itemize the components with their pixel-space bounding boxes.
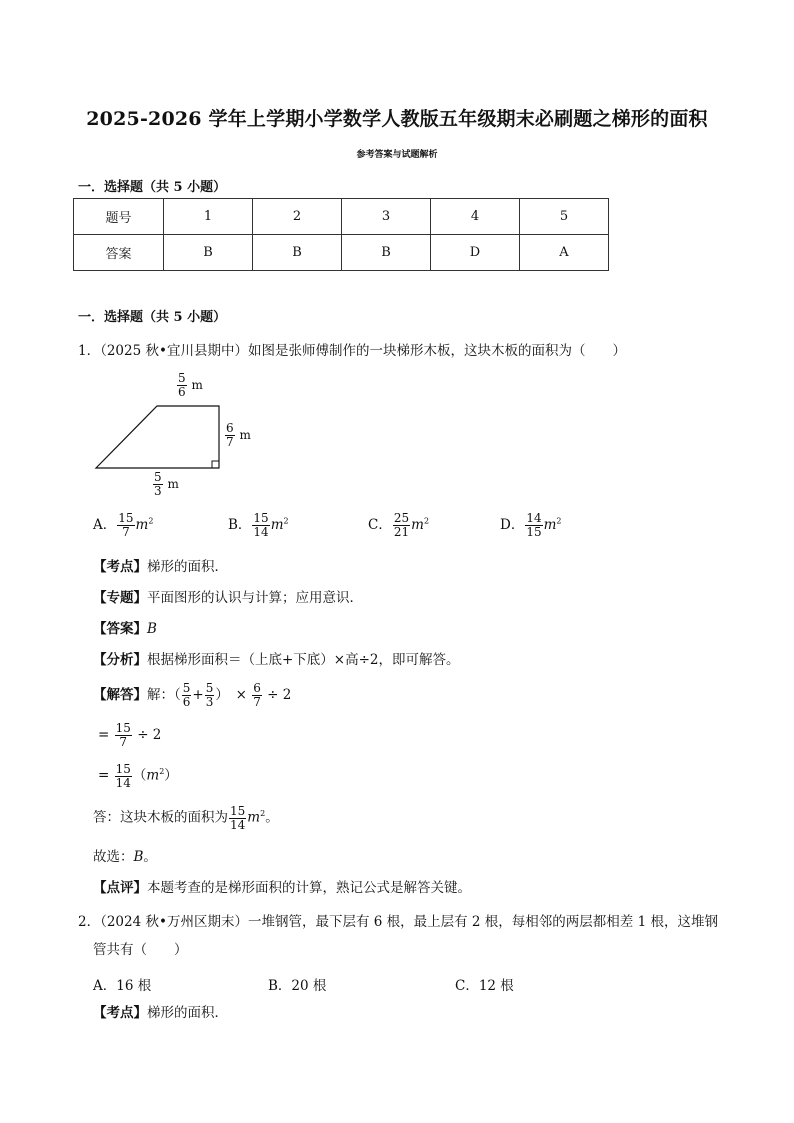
question-2-stem-line-2: 管共有（ ） <box>93 942 188 958</box>
section-heading-2: 一．选择题（共 5 小题） <box>78 310 227 325</box>
page-title: 2025-2026 学年上学期小学数学人教版五年级期末必刷题之梯形的面积 <box>86 108 708 130</box>
option-c: C． $\frac{25}{21}$ $m^2$ <box>368 511 430 539</box>
section-heading-1: 一．选择题（共 5 小题） <box>78 180 227 195</box>
table-cell: B <box>164 235 253 271</box>
analysis-line: 【分析】根据梯形面积＝（上底+下底）×高÷2，即可解答。 <box>93 652 460 668</box>
table-cell: 3 <box>342 199 431 235</box>
table-header-cell: 题号 <box>74 199 164 235</box>
q2-option-c: C．12 根 <box>455 978 514 994</box>
q2-option-a: A．16 根 <box>93 978 152 994</box>
question-1-stem: 1．（2025 秋•宜川县期中）如图是张师傅制作的一块梯形木板，这块木板的面积为（ ） <box>78 343 626 359</box>
table-cell: 5 <box>520 199 609 235</box>
final-answer-line: 答：这块木板的面积为 $\frac{15}{14}$ $m^2$。 <box>93 803 279 832</box>
option-d: D． $\frac{14}{15}$ $m^2$ <box>500 511 562 539</box>
table-cell: B <box>342 235 431 271</box>
table-cell: B <box>253 235 342 271</box>
question-2-stem-line-1: 2．（2024 秋•万州区期末）一堆钢管，最下层有 6 根，最上层有 2 根，每相邻的两层都相差 1 根，这堆钢 <box>78 914 718 930</box>
answer-line: 【答案】B <box>93 621 157 637</box>
table-cell: A <box>520 235 609 271</box>
kaodian-line: 【考点】梯形的面积． <box>93 559 228 575</box>
right-angle-mark <box>212 461 219 468</box>
page-subtitle: 参考答案与试题解析 <box>356 150 438 160</box>
table-row <box>74 199 609 235</box>
table-cell: D <box>431 235 520 271</box>
option-a: A． $\frac{15}{7}$ $m^2$ <box>93 511 154 539</box>
table-cell: 1 <box>164 199 253 235</box>
table-cell: 4 <box>431 199 520 235</box>
trapezoid-figure <box>90 370 270 505</box>
bottom-base-label: $\frac{5}{3}$ m <box>154 470 179 498</box>
table-cell: 2 <box>253 199 342 235</box>
height-label: $\frac{6}{7}$ m <box>226 421 251 449</box>
solution-step-2: = $\frac{15}{14}$ $(m^2)$ <box>98 761 178 790</box>
q2-kaodian-line: 【考点】梯形的面积． <box>93 1005 228 1021</box>
choice-line: 故选：B。 <box>93 849 157 865</box>
option-b: B． $\frac{15}{14}$ $m^2$ <box>228 511 289 539</box>
table-header-cell: 答案 <box>74 235 164 271</box>
answer-table <box>73 198 609 271</box>
trapezoid-shape <box>96 406 219 468</box>
zhuanti-line: 【专题】平面图形的认识与计算；应用意识． <box>93 590 363 606</box>
table-row <box>74 235 609 271</box>
q2-option-b: B．20 根 <box>268 978 327 994</box>
solution-line: 【解答】解：（ $\frac{5}{6}$ + $\frac{5}{3}$ ） × $\frac{6}{7}$ ÷ 2 <box>93 681 292 709</box>
solution-step-1: = $\frac{15}{7}$ ÷ 2 <box>98 721 162 749</box>
comment-line: 【点评】本题考查的是梯形面积的计算，熟记公式是解答关键。 <box>93 880 471 896</box>
top-base-label: $\frac{5}{6}$ m <box>178 371 203 399</box>
